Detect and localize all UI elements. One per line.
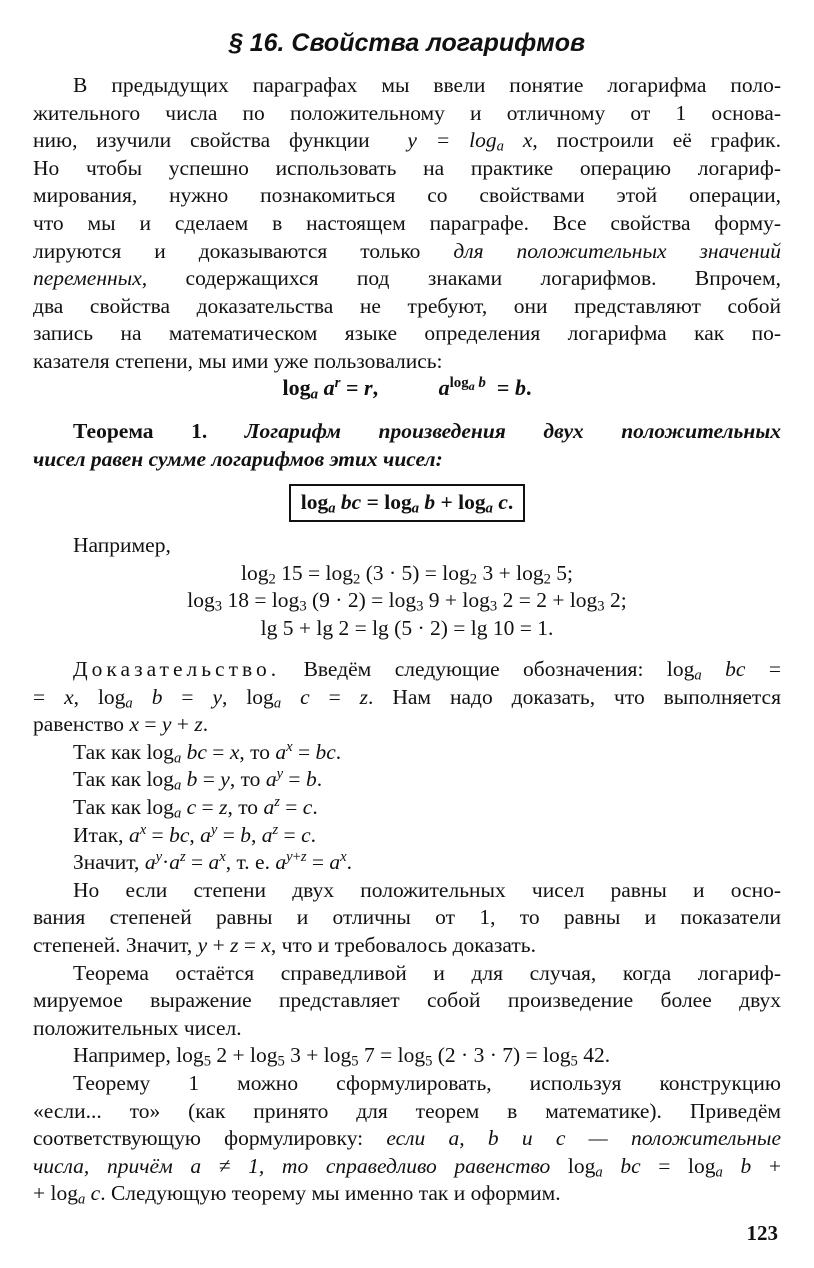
text-line: Так как $\log_a b = y$, то $a^y = b$. <box>73 766 323 795</box>
formula-line: $\log_3 18 = \log_3 (9 \cdot 2) = \log_3 9 + \log_3 2 = 2 + \log_3 2$; <box>187 588 627 615</box>
text-line: степеней. Значит, y + z = x, что и требовалось доказать. <box>33 932 536 957</box>
section-title: § 16. Свойства логарифмов <box>228 29 586 57</box>
text-line: нию, изучили свойства функции $y = \log_a x$, построили её график. <box>33 128 781 155</box>
text-line: чисел равен сумме логарифмов этих чисел: <box>33 446 443 471</box>
text-line: казателя степени, мы ими уже пользовались: <box>33 348 443 373</box>
text-line: «если... то» (как принято для теорем в математике). Приведём <box>33 1098 781 1123</box>
text-line: запись на математическом языке определения логарифма как по- <box>33 321 781 346</box>
text-line: Так как $\log_a$ bc = x, то $a^x$ = bc. <box>73 738 342 767</box>
text-line: числа, причём a ≠ 1, то справедливо равенство $\log_a$ bc = $\log_a b$ + <box>33 1153 781 1181</box>
text-line: Доказательство. Введём следующие обозначения: $\log_a$ bc = <box>73 657 781 684</box>
text-line: положительных чисел. <box>33 1015 242 1040</box>
intro-paragraph <box>33 72 781 376</box>
text-line: вания степеней равны и отличны от 1, то равны и показатели <box>33 905 781 930</box>
examples <box>33 532 781 642</box>
proof <box>33 656 781 1208</box>
text-line: + $\log_a c$. Следующую теорему мы именно так и оформим. <box>33 1181 561 1208</box>
text-line: Например, <box>73 533 171 557</box>
text-line: мируемое выражение представляет собой произведение более двух <box>33 988 781 1013</box>
text-line: Теорему 1 можно сформулировать, используя конструкцию <box>73 1070 781 1095</box>
text-line: Но чтобы успешно использовать на практике операцию логариф- <box>33 155 781 180</box>
formula-line: $\log_2 15 = \log_2 (3 \cdot 5) = \log_2 3 + \log_2 5$; <box>240 560 573 588</box>
text-line: соответствующую формулировку: если a, b и c — положительные <box>33 1126 781 1151</box>
text-line: Так как $\log_a c = z$, то $a^z = c$. <box>73 793 318 822</box>
formula-line: lg 5 + lg 2 = lg (5 · 2) = lg 10 = 1. <box>260 615 554 640</box>
text-line: равенство x = y + z. <box>33 712 209 737</box>
text-line: Значит, $a^y\cdot a^z = a^x$, т. е. $a^{y+z} = a^x$. <box>73 849 353 875</box>
theorem-1 <box>33 418 781 473</box>
text-line: переменных, содержащихся под знаками логарифмов. Впрочем, <box>33 266 781 291</box>
text-line: Итак, $a^x$ = bc, $a^y = b$, $a^z = c$. <box>73 821 316 847</box>
text-line: = x, $\log_a b = y$, $\log_a c = z$. Нам надо доказать, что выполняется <box>33 684 781 712</box>
text-line: что мы и сделаем в настоящем параграфе. Все свойства форму- <box>33 210 781 235</box>
text-line: Теорема остаётся справедливой и для случая, когда логариф- <box>73 960 781 985</box>
text-line: жительного числа по положительному и отличному от 1 основа- <box>33 100 781 125</box>
text-line: В предыдущих параграфах мы ввели понятие логарифма поло- <box>73 73 781 97</box>
text-line: лируются и доказываются только для положительных значений <box>33 238 781 263</box>
text-line: два свойства доказательства не требуют, они представляют собой <box>33 293 781 318</box>
basic-identities: $\log_a a^r = r$, $a^{log_a b} = b$. <box>282 374 532 403</box>
text-line: Например, $\log_5 2 + \log_5 3 + \log_5 7 = \log_5 (2 \cdot 3 \cdot 7) = \log_5 42$. <box>73 1043 611 1070</box>
text-line: Но если степени двух положительных чисел равны и осно- <box>73 877 781 902</box>
text-line: Теорема 1. Логарифм произведения двух положительных <box>73 419 781 443</box>
theorem-formula: $\log_a$ bc = $\log_a b + \log_a c$. <box>33 484 781 522</box>
page-number: 123 <box>746 1221 778 1245</box>
text-line: мирования, нужно познакомиться со свойствами этой операции, <box>33 183 781 208</box>
